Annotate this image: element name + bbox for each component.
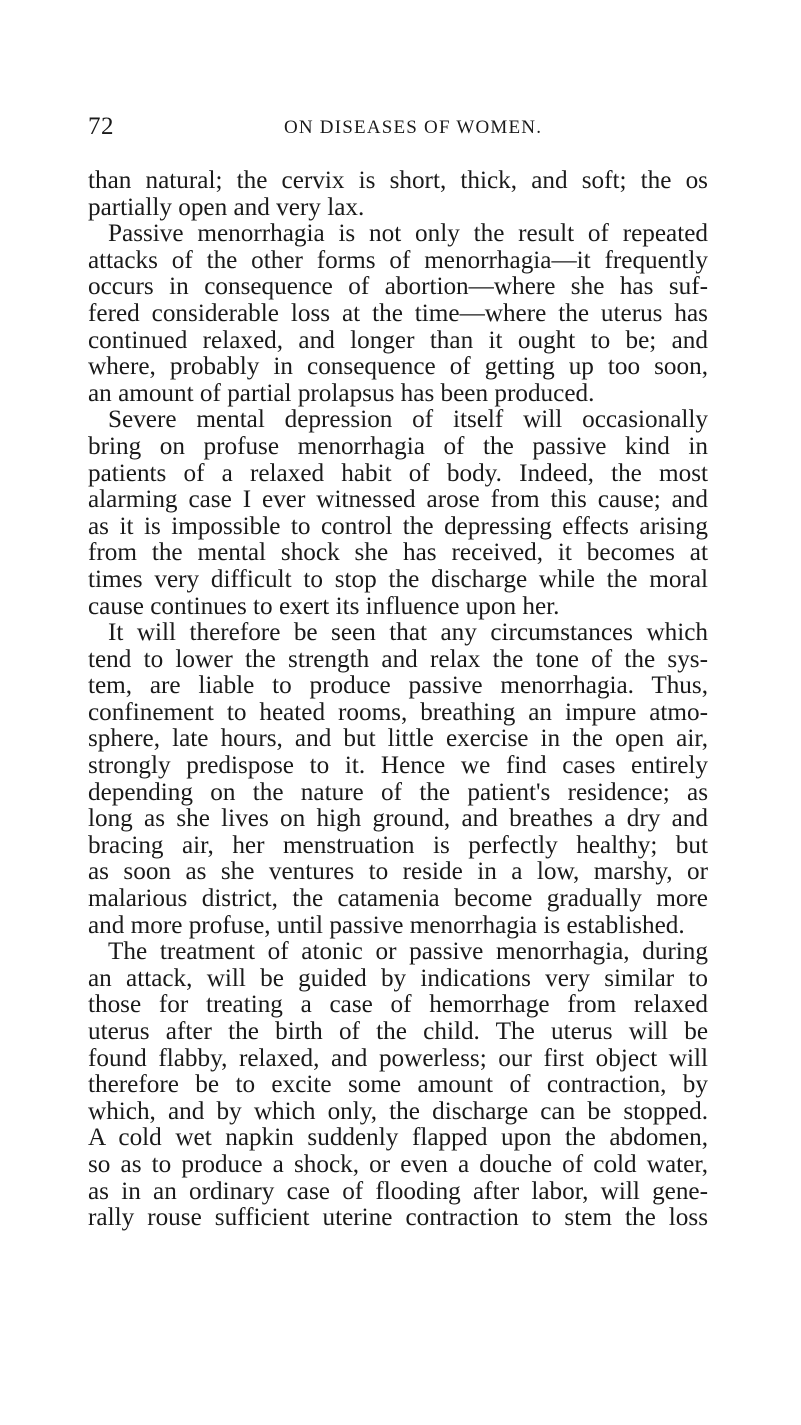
text-line: bring on profuse menorrhagia of the passive kind in bbox=[88, 432, 708, 460]
text-line: sphere, late hours, and but little exercise in the open air, bbox=[88, 725, 708, 753]
text-line: Passive menorrhagia is not only the result of repeated bbox=[108, 220, 708, 248]
text-line: bracing air, her menstruation is perfectly healthy; but bbox=[88, 831, 708, 859]
page-number: 72 bbox=[88, 113, 114, 140]
text-line: so as to produce a shock, or even a douche of cold water, bbox=[88, 1150, 708, 1178]
text-line: uterus after the birth of the child. The uterus will be bbox=[88, 1018, 708, 1045]
text-line: as soon as she ventures to reside in a low, marshy, or bbox=[88, 858, 708, 886]
text-line: times very difficult to stop the discharge while the moral bbox=[88, 565, 708, 593]
text-line: depending on the nature of the patient's residence; as bbox=[88, 778, 708, 806]
text-line: attacks of the other forms of menorrhagia—it frequently bbox=[88, 246, 708, 274]
text-line: alarming case I ever witnessed arose from this cause; and bbox=[88, 486, 708, 514]
text-line: than natural; the cervix is short, thick, and soft; the os bbox=[88, 167, 708, 194]
text-line: tem, are liable to produce passive menorrhagia. Thus, bbox=[88, 672, 708, 700]
text-line: those for treating a case of hemorrhage from relaxed bbox=[88, 991, 708, 1019]
text-line: strongly predispose to it. Hence we find cases entirely bbox=[88, 752, 708, 780]
text-line: tend to lower the strength and relax the tone of the sys- bbox=[88, 645, 708, 673]
body-text bbox=[88, 168, 708, 1232]
text-line: A cold wet napkin suddenly flapped upon the abdomen, bbox=[88, 1124, 708, 1152]
text-line: The treatment of atonic or passive menorrhagia, during bbox=[108, 938, 708, 966]
text-line: therefore be to excite some amount of contraction, by bbox=[88, 1071, 708, 1099]
text-line: patients of a relaxed habit of body. Indeed, the most bbox=[88, 459, 708, 487]
text-line: occurs in consequence of abortion—where she has suf- bbox=[88, 273, 708, 301]
text-line: continued relaxed, and longer than it ought to be; and bbox=[88, 326, 708, 354]
text-line: long as she lives on high ground, and breathes a dry and bbox=[88, 805, 708, 833]
running-title: ON DISEASES OF WOMEN. bbox=[284, 117, 543, 138]
running-head bbox=[88, 113, 708, 143]
text-line: partially open and very lax. bbox=[88, 193, 365, 221]
text-line: an attack, will be guided by indications very similar to bbox=[88, 964, 708, 992]
text-line: an amount of partial prolapsus has been produced. bbox=[88, 379, 595, 407]
text-line: as it is impossible to control the depressing effects arising bbox=[88, 512, 708, 540]
text-line: Severe mental depression of itself will occasionally bbox=[108, 406, 708, 434]
text-line: confinement to heated rooms, breathing an impure atmo- bbox=[88, 698, 708, 726]
text-line: and more profuse, until passive menorrhagia is established. bbox=[88, 911, 685, 939]
text-line: rally rouse sufficient uterine contraction to stem the loss bbox=[88, 1204, 708, 1232]
text-line: as in an ordinary case of flooding after labor, will gene- bbox=[88, 1177, 708, 1205]
text-line: which, and by which only, the discharge can be stopped. bbox=[88, 1097, 708, 1125]
text-line: where, probably in consequence of getting up too soon, bbox=[88, 353, 708, 381]
text-line: fered considerable loss at the time—where the uterus has bbox=[88, 299, 708, 327]
text-line: cause continues to exert its influence upon her. bbox=[88, 592, 560, 620]
text-line: It will therefore be seen that any circumstances which bbox=[108, 619, 708, 647]
text-line: found flabby, relaxed, and powerless; our first object will bbox=[88, 1044, 708, 1072]
text-line: from the mental shock she has received, it becomes at bbox=[88, 539, 708, 567]
text-line: malarious district, the catamenia become gradually more bbox=[88, 885, 708, 913]
